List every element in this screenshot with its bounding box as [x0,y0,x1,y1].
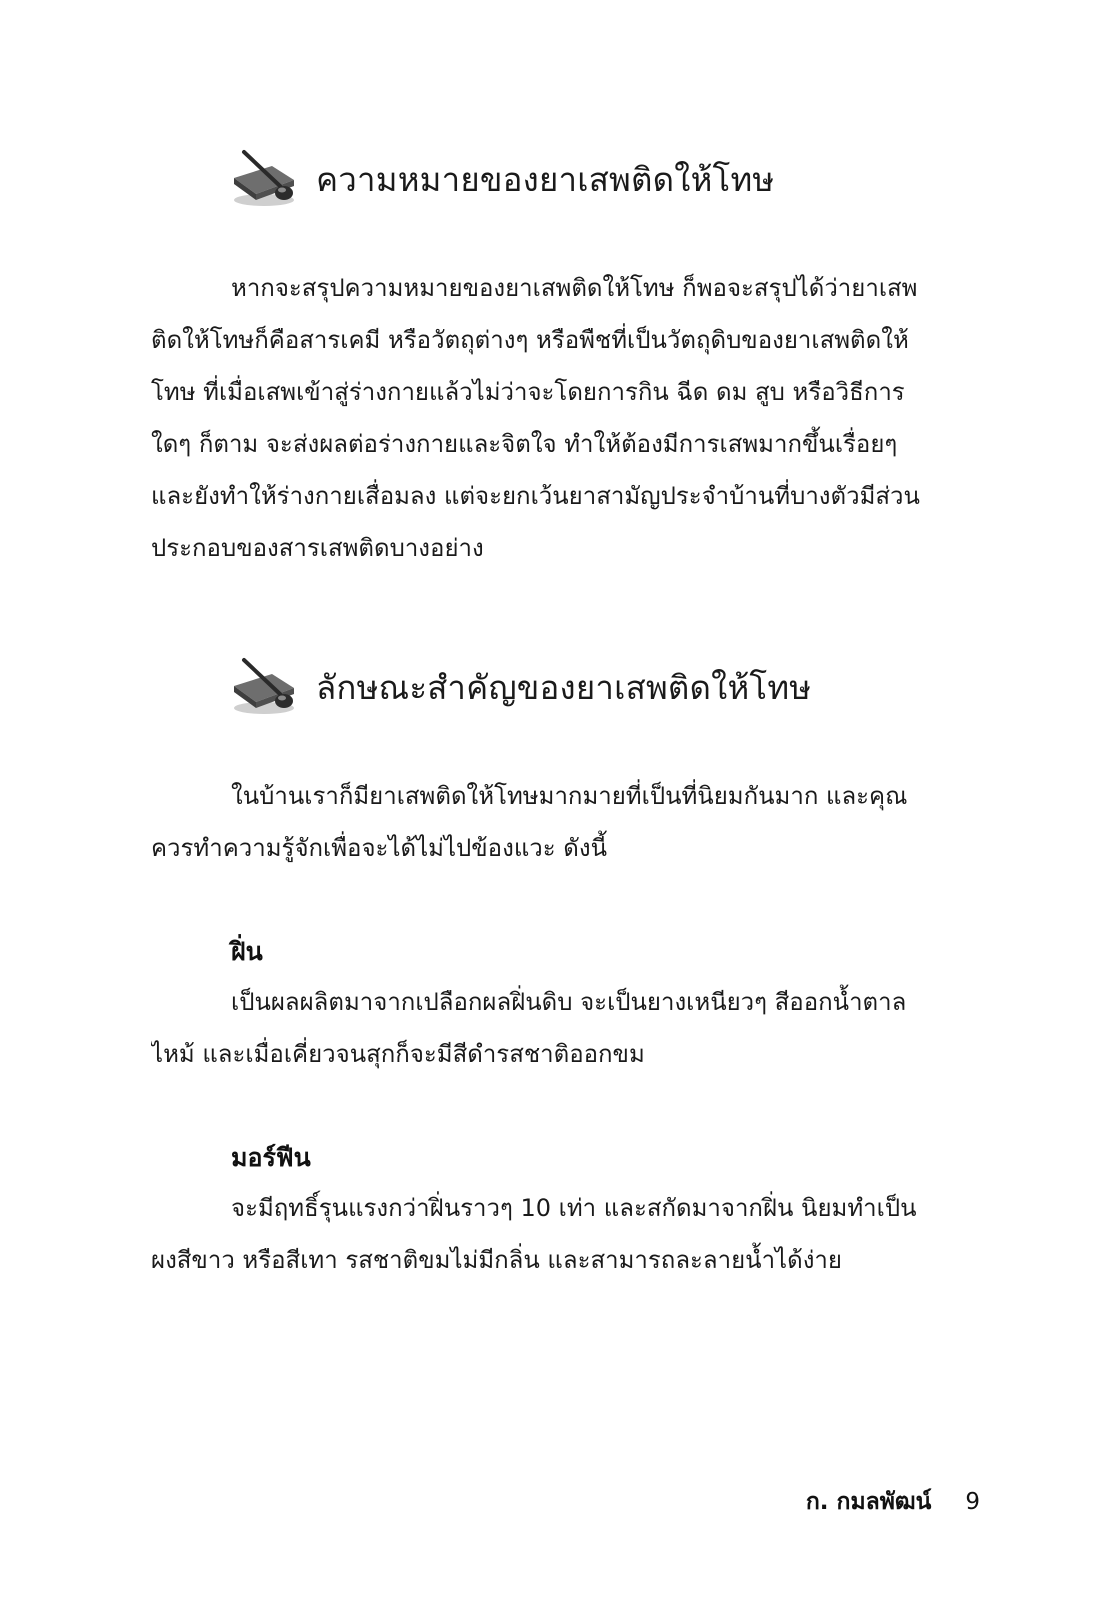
item-heading-morphine: มอร์ฟีน [231,1143,311,1172]
gavel-icon [232,656,304,718]
paragraph-line: ควรทำความรู้จักเพื่อจะได้ไม่ไปข้องแวะ ดังนี้ [151,834,607,862]
paragraph-line: ในบ้านเราก็มียาเสพติดให้โทษมากมายที่เป็นที่นิยมกันมาก และคุณ [231,782,908,810]
morphine-paragraph [151,1182,981,1286]
section-title: ความหมายของยาเสพติดให้โทษ [316,159,775,199]
definition-paragraph [151,262,981,574]
section-heading-definition [232,148,774,210]
opium-paragraph [151,976,981,1080]
author-name: ก. กมลพัฒน์ [805,1489,932,1515]
item-heading-opium: ฝิ่น [231,937,263,966]
paragraph-line: ติดให้โทษก็คือสารเคมี หรือวัตถุต่างๆ หรือพืชที่เป็นวัตถุดิบของยาเสพติดให้ [151,326,909,354]
section-title: ลักษณะสำคัญของยาเสพติดให้โทษ [316,667,812,707]
paragraph-line: และยังทำให้ร่างกายเสื่อมลง แต่จะยกเว้นยาสามัญประจำบ้านที่บางตัวมีส่วน [151,482,920,510]
paragraph-line: ประกอบของสารเสพติดบางอย่าง [151,534,484,562]
paragraph-line: ใดๆ ก็ตาม จะส่งผลต่อร่างกายและจิตใจ ทำให้ต้องมีการเสพมากขึ้นเรื่อยๆ [151,430,898,458]
paragraph-line: หากจะสรุปความหมายของยาเสพติดให้โทษ ก็พอจะสรุปได้ว่ายาเสพ [231,274,918,302]
characteristics-intro-paragraph [151,770,981,874]
gavel-icon [232,148,304,210]
paragraph-line: เป็นผลผลิตมาจากเปลือกผลฝิ่นดิบ จะเป็นยางเหนียวๆ สีออกน้ำตาล [231,988,907,1016]
paragraph-line: โทษ ที่เมื่อเสพเข้าสู่ร่างกายแล้วไม่ว่าจะโดยการกิน ฉีด ดม สูบ หรือวิธีการ [151,378,905,406]
page-number: 9 [965,1489,980,1515]
paragraph-line: ไหม้ และเมื่อเคี่ยวจนสุกก็จะมีสีดำรสชาติออกขม [151,1040,645,1068]
page-footer [0,1484,980,1520]
paragraph-line: จะมีฤทธิ์รุนแรงกว่าฝิ่นราวๆ 10 เท่า และสกัดมาจากฝิ่น นิยมทำเป็น [231,1194,917,1222]
paragraph-line: ผงสีขาว หรือสีเทา รสชาติขมไม่มีกลิ่น และสามารถละลายน้ำได้ง่าย [151,1246,842,1274]
section-heading-characteristics [232,656,811,718]
